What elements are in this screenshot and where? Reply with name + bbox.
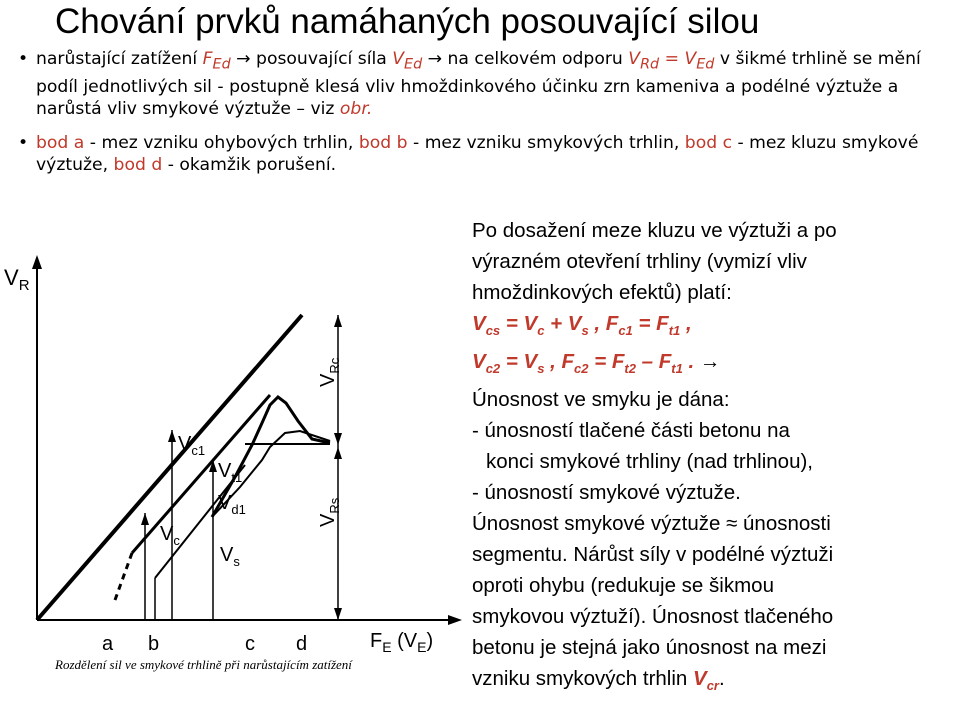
- text: narůstající zatížení: [36, 49, 203, 69]
- symbol-ved: $V_{Ed}$: [392, 49, 423, 73]
- label-vc: $V_c$: [160, 523, 180, 548]
- text-line: Únosnost ve smyku je dána:: [472, 388, 730, 412]
- page-title: Chování prvků namáhaných posouvající silou: [55, 2, 760, 41]
- symbol-vrd: $V_{Rd} = V_{Ed}$: [628, 49, 715, 73]
- label-vt1: $V_{t1}$: [218, 460, 243, 485]
- point-a-label: bod a: [36, 132, 85, 153]
- text: - mez vzniku ohybových trhlin,: [84, 132, 359, 153]
- label-vrs: $V_{Rs}$: [317, 497, 342, 527]
- inner-line: [132, 395, 270, 553]
- text: - okamžik porušení.: [162, 155, 337, 176]
- total-resistance-line: [37, 315, 302, 620]
- diagram-caption: Rozdělení sil ve smykové trhlině při narůstajícím zatížení: [55, 657, 352, 672]
- vc1-arrow-head: [168, 430, 176, 442]
- bullet-points: [18, 132, 948, 177]
- vrs-arrow-tail: [334, 608, 342, 620]
- text-line: - únosností tlačené části betonu na: [472, 419, 790, 443]
- tick-d: d: [296, 633, 308, 655]
- vrc-arrow-head: [334, 315, 342, 327]
- x-axis-arrow: [448, 615, 462, 625]
- bullet-load-shear: [18, 48, 948, 121]
- text: v šikmé trhlině se mění podíl jednotlivých sil - postupně klesá vliv hmoždinkového účinku zrn kameniva a podélné výztuže a narůstá vliv smykové výztuže – viz: [36, 49, 921, 120]
- label-vs: $V_s$: [220, 544, 240, 569]
- arrow: →: [422, 49, 448, 69]
- text: - mez vzniku smykových trhlin,: [407, 132, 685, 153]
- text-line: segmentu. Nárůst síly v podélné výztuži: [472, 543, 834, 567]
- formula-1: $V_{cs} = V_c + V_s$ , $F_{c1} = F_{t1}$ ,: [472, 312, 692, 339]
- arrow: →: [230, 49, 257, 69]
- text-line: oproti ohybu (redukuje se šikmou: [472, 574, 774, 598]
- explanation-text: [472, 215, 960, 701]
- symbol-vcr: $V_{cr}$: [693, 667, 719, 694]
- vrc-arrow-tail: [334, 433, 342, 445]
- point-c-label: bod c: [684, 132, 733, 153]
- label-vc1: $V_{c1}$: [178, 433, 206, 458]
- formula-2: $V_{c2} = V_s$ , $F_{c2} = F_{t2} - F_{t1}$ . →: [472, 350, 721, 377]
- bullet-dot: •: [18, 49, 29, 69]
- point-b-label: bod b: [358, 132, 408, 153]
- y-axis-arrow: [32, 255, 42, 269]
- y-axis-label: $V_R$: [4, 265, 30, 294]
- text: - mez kluzu smykové výztuže,: [36, 132, 919, 176]
- tick-a: a: [102, 633, 114, 655]
- bullet-dot: •: [18, 132, 29, 153]
- figure-ref: obr.: [339, 99, 373, 120]
- text: posouvající síla: [256, 49, 393, 69]
- tick-c: c: [245, 633, 255, 655]
- tick-b: b: [148, 633, 160, 655]
- text-line: Únosnost smykové výztuže ≈ únosnosti: [472, 512, 831, 536]
- text-line: betonu je stejná jako únosnost na mezi: [472, 636, 827, 660]
- text-line: výrazném otevření trhliny (vymizí vliv: [472, 250, 807, 273]
- inner-line-dashed: [115, 553, 132, 600]
- point-d-label: bod d: [113, 155, 163, 176]
- vrs-arrow-head: [334, 447, 342, 459]
- text-line: vzniku smykových trhlin $V_{cr}$.: [472, 667, 725, 694]
- text-line: konci smykové trhliny (nad trhlinou),: [486, 450, 813, 474]
- text-line: smykovou výztuží). Únosnost tlačeného: [472, 605, 834, 629]
- text: na celkovém odporu: [447, 49, 629, 69]
- force-diagram: [0, 255, 470, 655]
- bullet-list: [18, 48, 948, 188]
- x-axis-label: $F_E$ $(V_E)$: [370, 630, 434, 655]
- text-line: hmoždinkových efektů) platí:: [472, 281, 732, 304]
- vc-arrow-head: [141, 513, 149, 525]
- label-vrc: $V_{Rc}$: [317, 357, 342, 387]
- label-vd1: $V_{d1}$: [218, 492, 246, 517]
- symbol-fed: $F_{Ed}$: [202, 49, 231, 73]
- text-line: - únosností smykové výztuže.: [472, 481, 741, 505]
- text-line: Po dosažení meze kluzu ve výztuži a po: [472, 219, 837, 242]
